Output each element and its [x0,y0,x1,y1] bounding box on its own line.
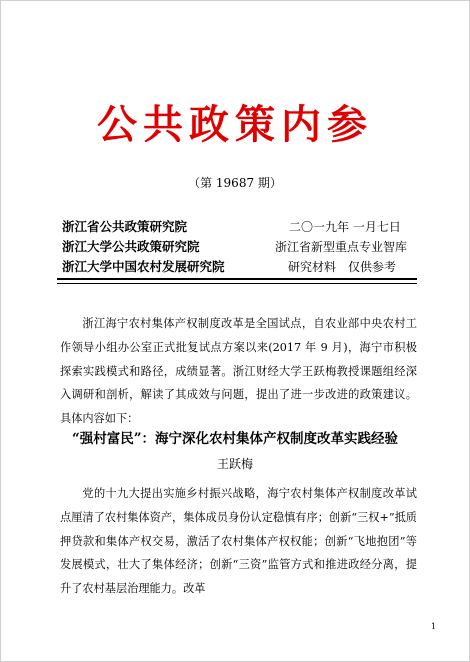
think-tank-label: 浙江省新型重点专业智库 [275,240,408,254]
reference-note: 研究材料 仅供参考 [288,260,397,274]
body-paragraph: 党的十九大提出实施乡村振兴战略，海宁农村集体产权制度改革试点厘清了农村集体资产，集体成员身份认定稳慎有序；创新“三权+”抵质押贷款和集体产权交易，激活了农村集体产权权能；创新“飞地抱团”等发展模式，壮大了集体经济；创新“三资”监管方式和推进政经分离，提升了农村基层治理能力。改革 [60,487,417,596]
org-line-2: 浙江大学公共政策研究院 [62,239,200,254]
header-rule-thick [57,278,417,280]
page-number: 1 [431,622,437,631]
issue-number: （第 19687 期） [188,176,282,190]
document-title: 公共政策内参 [97,101,373,148]
org-line-3: 浙江大学中国农村发展研究院 [62,259,225,274]
header-rule-thin [57,283,417,284]
article-heading: “强村富民”：海宁深化农村集体产权制度改革实践经验 [71,431,399,447]
intro-paragraph: 浙江海宁农村集体产权制度改革是全国试点，自农业部中央农村工作领导小组办公室正式批复试点方案以来(2017 年 9 月)，海宁市积极探索实践模式和路径，成绩显著。浙江财经大学王跃梅教授课题组经深入调研和剖析，解读了其成效与问题，提出了进一步改进的政策建议。具体内容如下： [60,317,417,426]
org-line-1: 浙江省公共政策研究院 [62,219,188,234]
issue-date: 二〇一九年 一月七日 [289,220,401,234]
article-author: 王跃梅 [216,457,253,471]
